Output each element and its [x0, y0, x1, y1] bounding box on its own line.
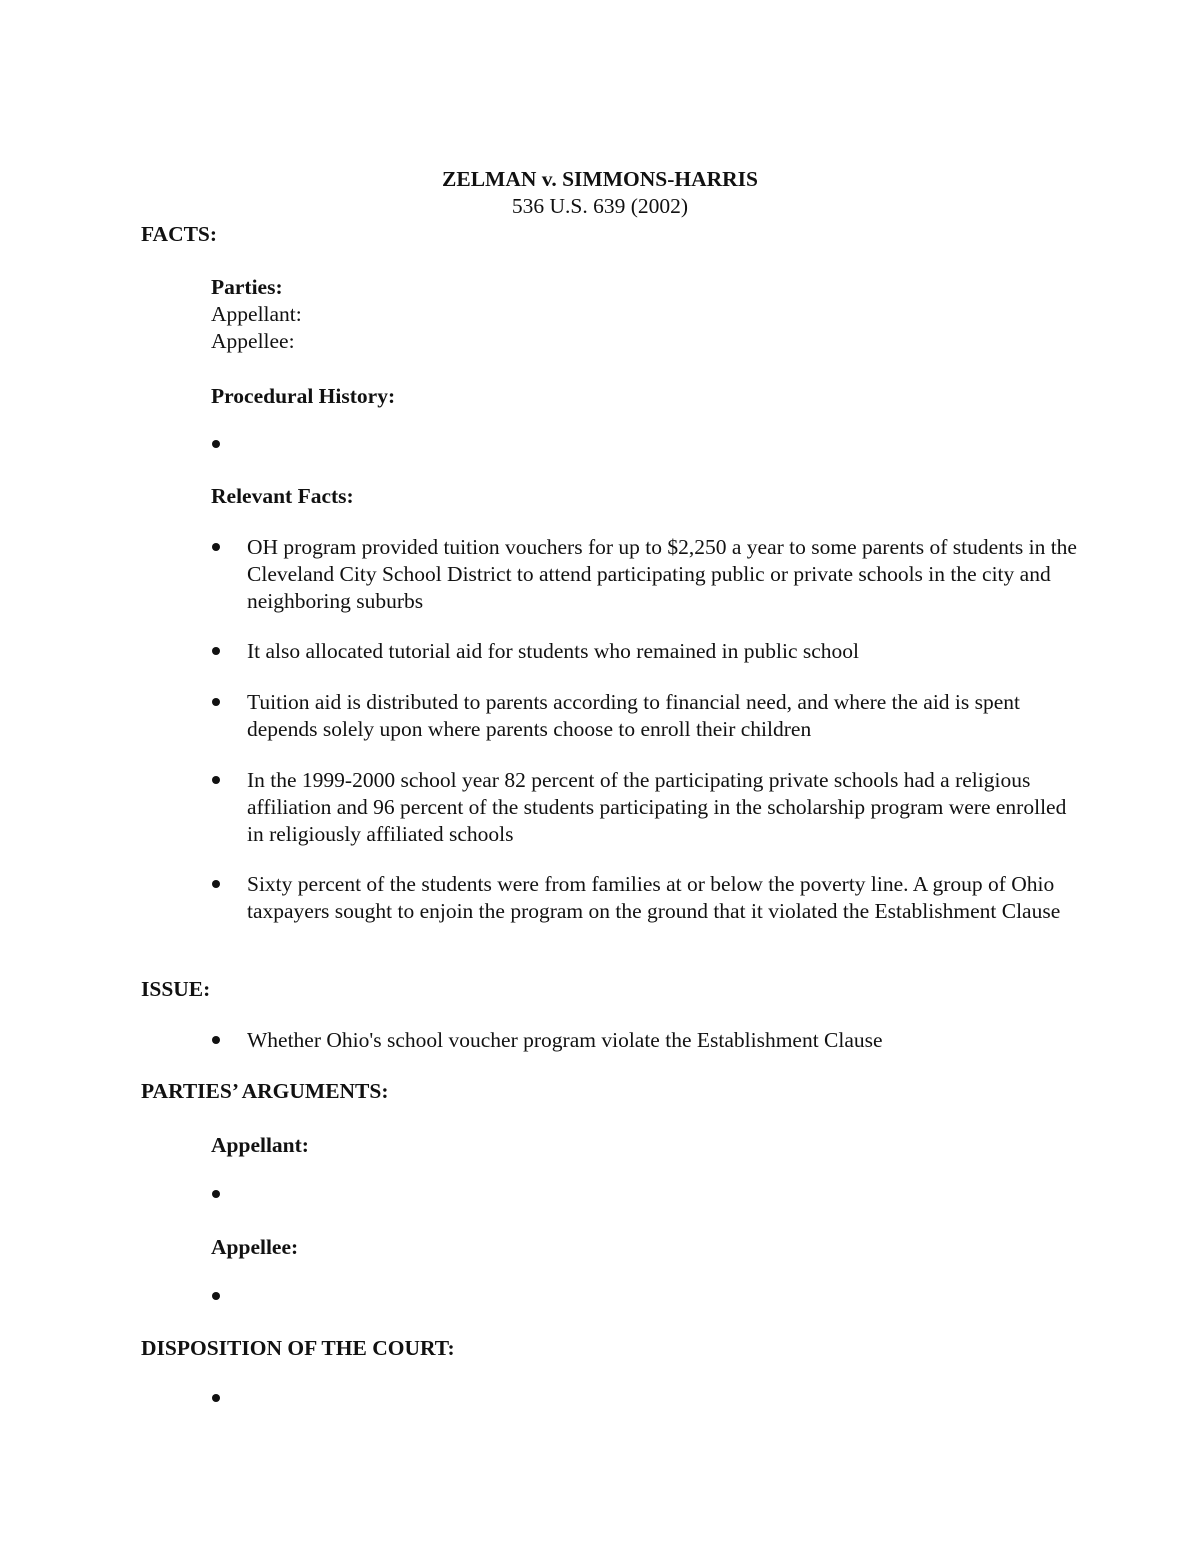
procedural-history-bullet [212, 440, 220, 448]
case-citation: 536 U.S. 639 (2002) [511, 194, 689, 218]
appellant-argument-bullet [212, 1190, 220, 1198]
disposition-bullet [212, 1394, 220, 1402]
facts-heading: FACTS: [141, 222, 218, 246]
relevant-fact-item: OH program provided tuition vouchers for up to $2,250 a year to some parents of students in the Cleveland City School District to attend participating public or private schools in the city and neighboring suburbs [247, 535, 1077, 613]
relevant-fact-item: Tuition aid is distributed to parents according to financial need, and where the aid is spent depends solely upon where parents choose to enroll their children [247, 690, 1021, 741]
appellee-heading: Appellee: [211, 1235, 299, 1259]
appellant-heading: Appellant: [211, 1133, 309, 1157]
bullet-icon [212, 543, 220, 551]
relevant-fact-item: It also allocated tutorial aid for students who remained in public school [247, 639, 859, 663]
relevant-fact-item: In the 1999-2000 school year 82 percent of the participating private schools had a religious affiliation and 96 percent of the students participating in the scholarship program were enrolled in religiously affiliated schools [247, 768, 1067, 846]
procedural-history-heading: Procedural History: [211, 384, 396, 408]
appellee-label: Appellee: [211, 329, 295, 353]
bullet-icon [212, 880, 220, 888]
relevant-fact-item: Sixty percent of the students were from families at or below the poverty line. A group of Ohio taxpayers sought to enjoin the program on the ground that it violated the Establishment Clause [247, 872, 1061, 923]
parties-heading: Parties: [211, 275, 283, 299]
bullet-icon [212, 776, 220, 784]
disposition-heading: DISPOSITION OF THE COURT: [141, 1336, 455, 1360]
issue-item: Whether Ohio's school voucher program violate the Establishment Clause [247, 1028, 883, 1052]
relevant-facts-heading: Relevant Facts: [211, 484, 354, 508]
bullet-icon [212, 1036, 220, 1044]
bullet-icon [212, 647, 220, 655]
case-title: ZELMAN v. SIMMONS-HARRIS [442, 167, 758, 191]
appellant-label: Appellant: [211, 302, 302, 326]
issue-heading: ISSUE: [141, 977, 211, 1001]
bullet-icon [212, 698, 220, 706]
parties-arguments-heading: PARTIES’ ARGUMENTS: [141, 1079, 389, 1103]
appellee-argument-bullet [212, 1292, 220, 1300]
